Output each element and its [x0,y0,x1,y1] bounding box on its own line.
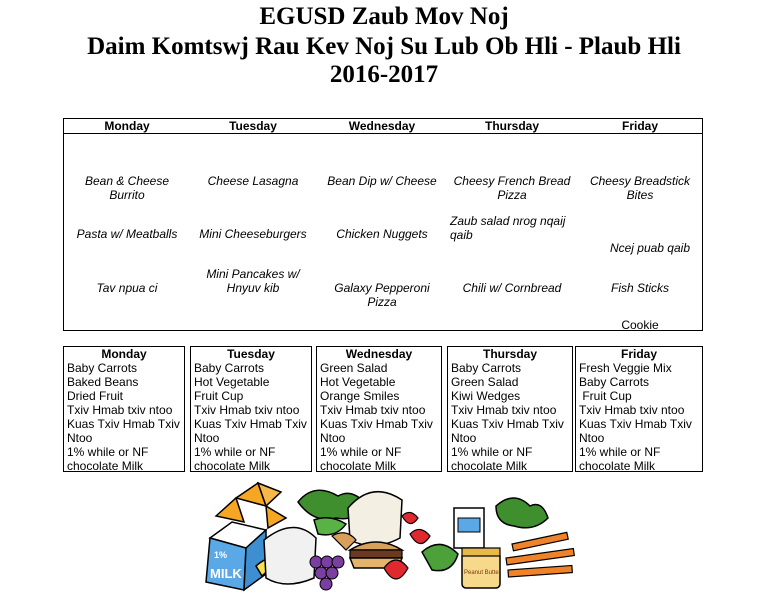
sides-item: Green Salad [320,361,388,375]
sides-item: Baby Carrots [451,361,522,375]
school-year: 2016-2017 [329,61,439,88]
sides-item: Orange Smiles [320,389,400,403]
sides-item: chocolate Milk [67,459,144,473]
sides-item: chocolate Milk [579,459,656,473]
carrot-sticks-icon [506,532,574,577]
sides-item: Ntoo [451,431,477,445]
entree-tue-1: Cheese Lasagna [207,174,299,188]
sides-table [63,346,703,472]
entree-table [63,118,703,331]
sides-item: Txiv Hmab txiv ntoo [194,403,300,417]
sides-item: 1% while or NF [451,445,533,459]
sides-item: Ntoo [320,431,346,445]
sides-item: Kuas Txiv Hmab Txiv [67,417,180,431]
milk-carton-icon [206,522,266,590]
page-title: EGUSD Zaub Mov Noj [259,3,509,30]
sides-item: 1% while or NF [194,445,276,459]
entree-fri-3: Fish Sticks [610,281,669,295]
peanut-butter-jar-icon [462,548,501,588]
sides-column-monday [63,346,185,472]
header-tuesday: Tuesday [229,119,277,133]
sides-item: Hot Vegetable [320,375,396,389]
sides-header-wednesday: Wednesday [345,347,413,361]
page-subtitle: Daim Komtswj Rau Kev Noj Su Lub Ob Hli - Plaub Hli [87,33,681,60]
sides-item: Baked Beans [67,375,139,389]
entree-thu-3: Chili w/ Cornbread [462,281,562,295]
sides-item: Ntoo [67,431,93,445]
sides-item: Baby Carrots [67,361,138,375]
sides-item: Baby Carrots [579,375,650,389]
food-illustration [196,478,588,593]
sides-item: Kiwi Wedges [451,389,521,403]
sides-item: Txiv Hmab txiv ntoo [451,403,557,417]
entree-fri-2: Ncej puab qaib [609,241,690,255]
entree-thu-2: Zaub salad nrog nqaij qaib [450,214,566,242]
header-thursday: Thursday [484,119,539,133]
milk-label: MILK [210,566,242,581]
sides-item: Txiv Hmab txiv ntoo [320,403,426,417]
header-friday: Friday [621,119,658,133]
entree-wed-3: Galaxy Pepperoni Pizza [334,281,430,309]
sides-item: Kuas Txiv Hmab Txiv [194,417,307,431]
sides-item: Kuas Txiv Hmab Txiv [320,417,433,431]
header-wednesday: Wednesday [348,119,416,133]
sides-item: Txiv Hmab txiv ntoo [579,403,685,417]
entree-wed-1: Bean Dip w/ Cheese [327,174,437,188]
entree-wed-2: Chicken Nuggets [336,227,428,241]
muffin-icon [348,492,402,546]
salad-icon [422,544,458,570]
sides-column-wednesday [316,346,442,472]
entree-mon-3: Tav npua ci [96,281,158,295]
entree-thu-1: Cheesy French Bread Pizza [453,174,571,202]
entree-fri-1: Cheesy Breadstick Bites [589,174,691,202]
sides-item: chocolate Milk [320,459,397,473]
sides-header-monday: Monday [101,347,147,361]
sides-item: Fruit Cup [194,389,244,403]
sides-item: Kuas Txiv Hmab Txiv [579,417,692,431]
entree-mon-1: Bean & Cheese Burrito [84,174,170,202]
entree-tue-2: Mini Cheeseburgers [199,227,307,241]
sides-item: Hot Vegetable [194,375,270,389]
entree-table-header [64,119,702,134]
sides-item: chocolate Milk [194,459,271,473]
sides-item: Kuas Txiv Hmab Txiv [451,417,564,431]
small-milk-carton-icon [454,508,484,548]
sides-column-friday [575,346,703,472]
sides-column-thursday [447,346,573,472]
peanut-butter-label: Peanut Butter [464,570,501,576]
sides-header-thursday: Thursday [482,347,537,361]
sides-item: chocolate Milk [451,459,528,473]
sides-column-tuesday [190,346,312,472]
grapes-icon [310,556,344,590]
sides-item: 1% while or NF [320,445,402,459]
sides-item: 1% while or NF [579,445,661,459]
header-monday: Monday [104,119,150,133]
entree-mon-2: Pasta w/ Meatballs [76,227,178,241]
milk-label-small: 1% [214,550,228,560]
sides-item: Green Salad [451,375,519,389]
sides-item: Txiv Hmab txiv ntoo [67,403,173,417]
sides-item: Fresh Veggie Mix [579,361,672,375]
orange-slices-icon [216,483,286,528]
sides-item: Ntoo [579,431,605,445]
sides-item: 1% while or NF [67,445,149,459]
entree-fri-extra: Cookie [621,318,659,332]
bread-icon [264,527,316,584]
sides-header-friday: Friday [620,347,657,361]
entree-tue-3: Mini Pancakes w/ Hnyuv kib [206,267,300,295]
sides-header-tuesday: Tuesday [227,347,275,361]
sides-item: Fruit Cup [579,389,632,403]
broccoli-right-icon [496,498,548,528]
sides-item: Baby Carrots [194,361,265,375]
sides-item: Ntoo [194,431,220,445]
sides-item: Dried Fruit [67,389,124,403]
